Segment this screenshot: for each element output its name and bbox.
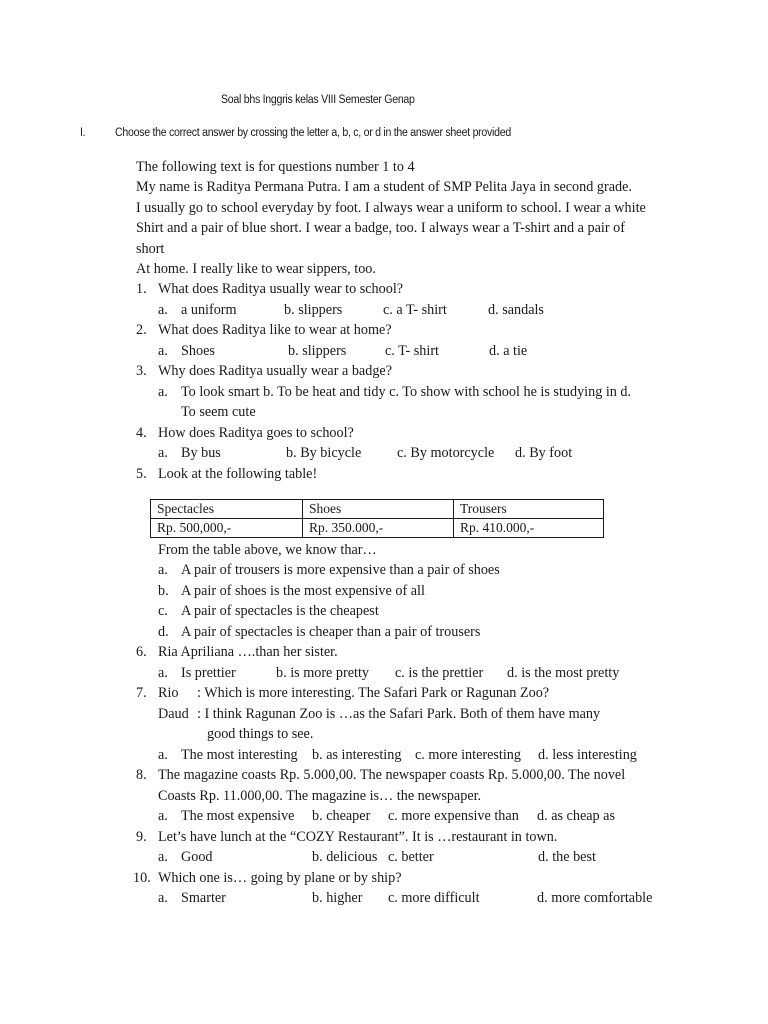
passage-line: Shirt and a pair of blue short. I wear a badge, too. I always wear a T-shirt and a pair of: [136, 220, 625, 237]
dialog-speaker: Daud: [158, 706, 189, 722]
option-letter: a.: [158, 808, 168, 824]
option-d: d. By foot: [515, 445, 573, 461]
table-header-cell: Shoes: [303, 500, 454, 519]
section-instruction: Choose the correct answer by crossing the letter a, b, c, or d in the answer sheet provided: [115, 127, 511, 139]
option-a: a uniform: [181, 302, 237, 318]
passage-line: My name is Raditya Permana Putra. I am a student of SMP Pelita Jaya in second grade.: [136, 179, 632, 196]
price-table: [150, 499, 604, 538]
option-letter: a.: [158, 445, 168, 461]
option-c: c. more expensive than: [388, 808, 519, 824]
option-d: d. more comfortable: [537, 890, 653, 906]
table-header-cell: Trousers: [454, 500, 604, 519]
option-b: b. higher: [312, 890, 363, 906]
dialog-speaker: Rio: [158, 685, 179, 701]
option-a: Good: [181, 849, 213, 865]
option-b: b. delicious: [312, 849, 378, 865]
option-a: By bus: [181, 445, 221, 461]
options-line: To seem cute: [181, 404, 256, 420]
option-b: A pair of shoes is the most expensive of all: [181, 583, 425, 599]
option-b: b. cheaper: [312, 808, 371, 824]
passage-line: At home. I really like to wear sippers, too.: [136, 261, 376, 278]
option-d: d. less interesting: [538, 747, 637, 763]
option-c: c. a T- shirt: [383, 302, 447, 318]
question-number: 9.: [136, 829, 147, 845]
option-c: c. is the prettier: [395, 665, 484, 681]
option-b: b. as interesting: [312, 747, 402, 763]
option-d: d. the best: [538, 849, 596, 865]
passage-line: short: [136, 240, 165, 257]
option-b: b. By bicycle: [286, 445, 362, 461]
table-header-row: [151, 500, 604, 519]
option-letter: a.: [158, 562, 168, 578]
section-number: I.: [80, 127, 86, 139]
question-number: 5.: [136, 466, 147, 482]
table-row: [151, 519, 604, 538]
option-a: A pair of trousers is more expensive than a pair of shoes: [181, 562, 500, 578]
option-a: The most expensive: [181, 808, 295, 824]
option-letter: a.: [158, 302, 168, 318]
option-letter: c.: [158, 603, 168, 619]
option-d: d. sandals: [488, 302, 544, 318]
table-cell: Rp. 410.000,-: [454, 519, 604, 538]
question-number: 7.: [136, 685, 147, 701]
question-text: How does Raditya goes to school?: [158, 425, 354, 441]
question-number: 8.: [136, 767, 147, 783]
option-a: Is prettier: [181, 665, 236, 681]
dialog-line: : Which is more interesting. The Safari Park or Ragunan Zoo?: [197, 685, 550, 701]
question-number: 2.: [136, 322, 147, 338]
question-number: 6.: [136, 644, 147, 660]
option-c: c. more difficult: [388, 890, 480, 906]
option-c: c. T- shirt: [385, 343, 439, 359]
question-text: Look at the following table!: [158, 466, 318, 482]
question-number: 3.: [136, 363, 147, 379]
passage: [136, 157, 646, 279]
option-c: c. more interesting: [415, 747, 521, 763]
option-d: d. is the most pretty: [507, 665, 620, 681]
option-d: d. a tie: [489, 343, 528, 359]
question-lead: From the table above, we know thar…: [158, 542, 377, 558]
question-text: Why does Raditya usually wear a badge?: [158, 363, 393, 379]
option-c: A pair of spectacles is the cheapest: [181, 603, 379, 619]
dialog-line: good things to see.: [207, 726, 314, 742]
dialog-line: : I think Ragunan Zoo is …as the Safari Park. Both of them have many: [197, 706, 601, 722]
question-text: Ria Apriliana ….than her sister.: [158, 644, 338, 660]
option-letter: a.: [158, 384, 168, 400]
question-text: The magazine coasts Rp. 5.000,00. The newspaper coasts Rp. 5.000,00. The novel: [158, 767, 626, 783]
passage-line: I usually go to school everyday by foot. I always wear a uniform to school. I wear a white: [136, 199, 646, 216]
option-a: The most interesting: [181, 747, 298, 763]
question-text: What does Raditya usually wear to school?: [158, 281, 404, 297]
question-text: Coasts Rp. 11.000,00. The magazine is… the newspaper.: [158, 788, 482, 804]
question-number: 10.: [133, 870, 151, 886]
table-cell: Rp. 350.000,-: [303, 519, 454, 538]
option-letter: a.: [158, 343, 168, 359]
option-c: c. better: [388, 849, 434, 865]
question-text: What does Raditya like to wear at home?: [158, 322, 392, 338]
passage-intro: The following text is for questions number 1 to 4: [136, 159, 415, 175]
option-a: Shoes: [181, 343, 215, 359]
option-letter: a.: [158, 665, 168, 681]
option-d: A pair of spectacles is cheaper than a pair of trousers: [181, 624, 481, 640]
table-cell: Rp. 500,000,-: [151, 519, 303, 538]
page-title: Soal bhs Inggris kelas VIII Semester Genap: [221, 94, 415, 106]
option-b: b. is more pretty: [276, 665, 369, 681]
option-a: Smarter: [181, 890, 226, 906]
question-text: Which one is… going by plane or by ship?: [158, 870, 402, 886]
options-line: To look smart b. To be heat and tidy c. To show with school he is studying in d.: [181, 384, 632, 400]
question-number: 1.: [136, 281, 147, 297]
option-b: b. slippers: [284, 302, 343, 318]
option-letter: a.: [158, 747, 168, 763]
question-text: Let’s have lunch at the “COZY Restaurant”. It is …restaurant in town.: [158, 829, 558, 845]
table-header-cell: Spectacles: [151, 500, 303, 519]
option-letter: a.: [158, 849, 168, 865]
option-letter: d.: [158, 624, 169, 640]
option-d: d. as cheap as: [537, 808, 615, 824]
question-number: 4.: [136, 425, 147, 441]
option-c: c. By motorcycle: [397, 445, 495, 461]
option-letter: a.: [158, 890, 168, 906]
option-letter: b.: [158, 583, 169, 599]
option-b: b. slippers: [288, 343, 347, 359]
